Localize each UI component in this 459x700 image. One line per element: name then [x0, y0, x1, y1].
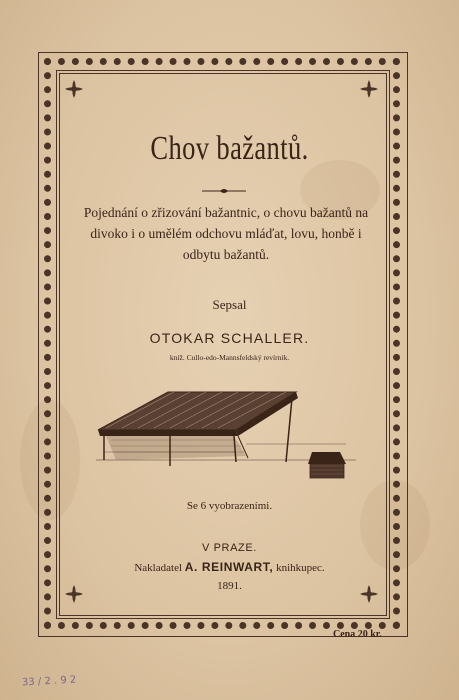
- illustration-count: Se 6 vyobrazeními.: [186, 500, 273, 512]
- publisher-line: [0, 560, 459, 574]
- price-label: Cena 20 kr.: [333, 629, 382, 640]
- author-name: OTOKAR SCHALLER.: [149, 330, 310, 346]
- pheasant-shelter-illustration: [96, 378, 356, 483]
- publication-year: 1891.: [217, 580, 242, 592]
- book-title: Chov bažantů.: [150, 130, 309, 167]
- publisher-suffix: knihkupec.: [276, 562, 325, 574]
- byline-label: Sepsal: [212, 297, 247, 312]
- book-description: Pojednání o zřizování bažantnic, o chovu bažantů na divoko i o umělém odchovu mláďat, lovu, honbě i odbytu bažantů.: [83, 205, 369, 262]
- author-role: kníž. Cullo-edo-Mannsfeldský revírník.: [169, 353, 290, 362]
- corner-ornament-icon: [63, 78, 85, 100]
- publisher-prefix: Nakladatel: [134, 562, 183, 574]
- title-flourish-icon: [200, 186, 248, 196]
- corner-ornament-icon: [358, 78, 380, 100]
- handwritten-note: 33 / 2 . 9 2: [21, 674, 77, 689]
- publisher-name: A. REINWART,: [184, 560, 274, 574]
- publication-place: V PRAZE.: [202, 542, 257, 554]
